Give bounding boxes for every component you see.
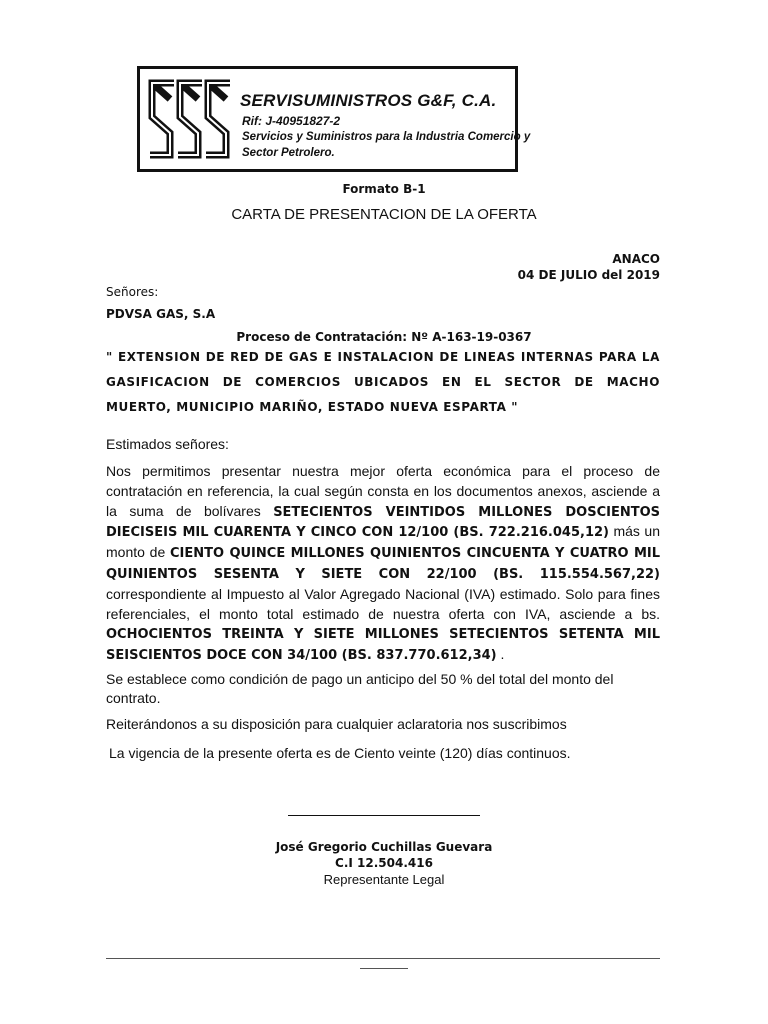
offer-amount-base: SETECIENTOS VEINTIDOS MILLONES DOSCIENTOS DIECISEIS MIL CUARENTA Y CINCO CON 12/100 (BS. 722.216.045,12) [106,504,661,541]
footer-divider-short [360,968,408,969]
document-title: CARTA DE PRESENTACION DE LA OFERTA [231,206,537,223]
greeting: Estimados señores: [106,436,229,452]
validity-paragraph: La vigencia de la presente oferta es de Ciento veinte (120) días continuos. [109,745,571,761]
signatory-id: C.I 12.504.416 [335,856,433,870]
process-number: Proceso de Contratación: Nº A-163-19-0367 [236,330,532,344]
offer-text-1: Nos permitimos presentar nuestra mejor oferta económica para el proceso de contratación en referencia, la cual según consta en los documentos anexos, asciende a la suma de bolívares [106,463,660,519]
date: 04 DE JULIO del 2019 [517,268,660,282]
offer-paragraph [106,462,660,666]
company-logo-icon [144,73,236,165]
offer-amount-iva: CIENTO QUINCE MILLONES QUINIENTOS CINCUENTA Y CUATRO MIL QUINIENTOS SESENTA Y SIETE CON 22/100 (BS. 115.554.567,22) [106,546,660,582]
footer-divider [106,958,660,959]
project-description: " EXTENSION DE RED DE GAS E INSTALACION DE LINEAS INTERNAS PARA LA GASIFICACION DE COMERCIOS UBICADOS EN EL SECTOR DE MACHO MUERTO, MUNICIPIO MARIÑO, ESTADO NUEVA ESPARTA " [106,350,660,414]
company-description-line1: Servicios y Suministros para la Industria Comercio y [242,131,531,143]
offer-text-3: correspondiente al Impuesto al Valor Agregado Nacional (IVA) estimado. Solo para fines referenciales, el monto total estimado de nuestra oferta con IVA, asciende a bs. [106,585,660,622]
company-description-line2: Sector Petrolero. [242,147,335,159]
company-name: SERVISUMINISTROS G&F, C.A. [240,91,497,110]
signatory-name: José Gregorio Cuchillas Guevara [275,840,493,854]
offer-amount-total: OCHOCIENTOS TREINTA Y SIETE MILLONES SETECIENTOS SETENTA MIL SEISCIENTOS DOCE CON 34/100 (BS. 837.770.612,34) [106,627,660,664]
payment-condition-paragraph: Se establece como condición de pago un anticipo del 50 % del total del monto del contrato. [106,671,614,706]
recipient-company: PDVSA GAS, S.A [106,307,216,321]
signature-line [288,815,480,816]
format-label: Formato B-1 [342,182,426,196]
city: ANACO [612,252,660,266]
offer-text-4: . [496,646,505,663]
closing-paragraph: Reiterándonos a su disposición para cualquier aclaratoria nos suscribimos [106,716,567,732]
signatory-role: Representante Legal [323,872,445,887]
salutation: Señores: [106,285,159,299]
letterhead-box [137,66,531,172]
offer-text-2: más un monto de [106,523,660,561]
company-rif: Rif: J-40951827-2 [242,114,341,128]
